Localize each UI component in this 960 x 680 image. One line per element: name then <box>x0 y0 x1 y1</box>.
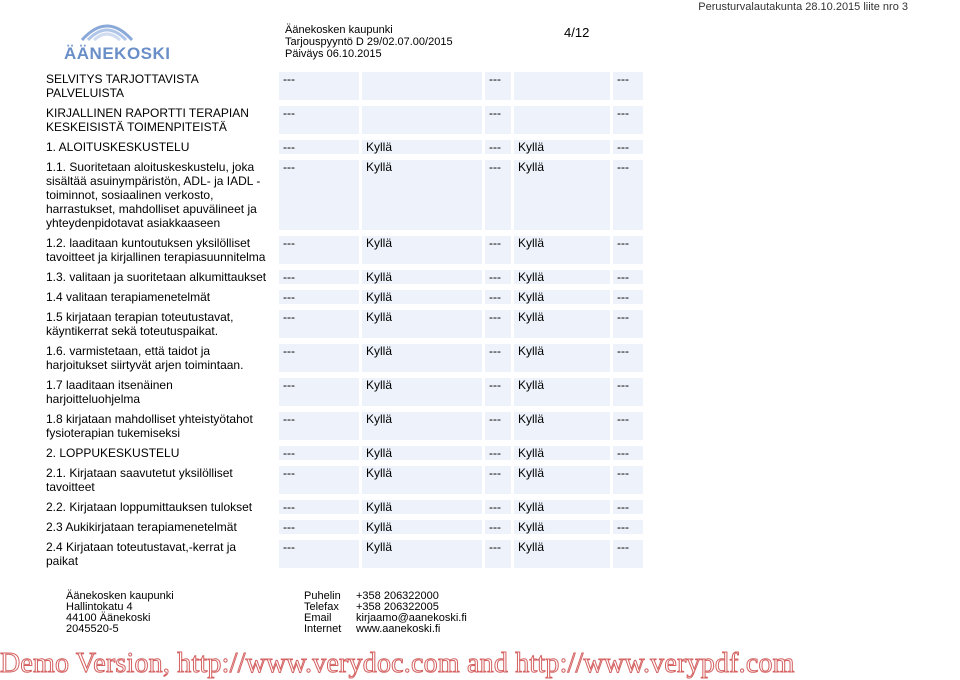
footer-label: Email <box>304 612 332 624</box>
description-line: tavoitteet ja kirjallinen terapiasuunnitelma <box>46 250 266 264</box>
value-cell: Kyllä <box>514 540 610 568</box>
value-cell: --- <box>485 412 511 440</box>
value-cell: Kyllä <box>514 500 610 514</box>
row-description <box>42 72 276 100</box>
row-description <box>42 446 276 460</box>
description-line: KESKEISISTÄ TOIMENPITEISTÄ <box>46 120 227 134</box>
value-cell: Kyllä <box>514 446 610 460</box>
footer-value: kirjaamo@aanekoski.fi <box>356 612 467 624</box>
value-cell: --- <box>613 540 643 568</box>
description-line: 1.3. valitaan ja suoritetaan alkumittaukset <box>46 270 267 284</box>
row-description <box>42 310 276 338</box>
value-cell: --- <box>279 140 359 154</box>
value-cell: --- <box>613 446 643 460</box>
value-cell: --- <box>485 140 511 154</box>
value-cell: --- <box>485 72 511 100</box>
row-description <box>42 160 276 230</box>
description-line: 1.2. laaditaan kuntoutuksen yksilölliset <box>46 236 251 250</box>
value-cell: --- <box>485 466 511 494</box>
description-line: 1.5 kirjataan terapian toteutustavat, <box>46 310 234 324</box>
value-cell: --- <box>485 106 511 134</box>
value-cell: --- <box>279 520 359 534</box>
description-line: 2.1. Kirjataan saavutetut yksilölliset <box>46 466 233 480</box>
value-cell: Kyllä <box>514 270 610 284</box>
value-cell: Kyllä <box>514 344 610 372</box>
footer-label: Internet <box>304 623 342 635</box>
description-line: 1.1. Suoritetaan aloituskeskustelu, joka <box>46 160 255 174</box>
footer-value: www.aanekoski.fi <box>356 623 441 635</box>
row-description <box>42 466 276 494</box>
table-row <box>42 344 643 372</box>
value-cell: --- <box>613 72 643 100</box>
value-cell: --- <box>485 500 511 514</box>
row-description <box>42 540 276 568</box>
value-cell: Kyllä <box>514 236 610 264</box>
value-cell: --- <box>485 378 511 406</box>
table-row <box>42 106 643 134</box>
description-line: 2.3 Aukikirjataan terapiamenetelmät <box>46 520 237 534</box>
description-line: 2.2. Kirjataan loppumittauksen tulokset <box>46 500 253 514</box>
table-row <box>42 412 643 440</box>
value-cell <box>362 72 482 100</box>
value-cell: Kyllä <box>362 160 482 230</box>
value-cell: --- <box>279 500 359 514</box>
table-row <box>42 236 643 264</box>
value-cell: Kyllä <box>362 520 482 534</box>
value-cell: --- <box>279 378 359 406</box>
value-cell: Kyllä <box>514 310 610 338</box>
value-cell: --- <box>279 412 359 440</box>
footer-line: Hallintokatu 4 <box>66 601 133 613</box>
value-cell: --- <box>613 290 643 304</box>
header-info <box>285 24 453 60</box>
table-row <box>42 140 643 154</box>
footer-line: Äänekosken kaupunki <box>66 590 174 602</box>
description-line: toiminnot, sosiaalinen verkosto, <box>46 188 214 202</box>
value-cell: --- <box>613 106 643 134</box>
value-cell: --- <box>279 466 359 494</box>
value-cell: --- <box>485 540 511 568</box>
footer-value: +358 206322000 <box>356 590 439 602</box>
footer-value: +358 206322005 <box>356 601 439 613</box>
value-cell: --- <box>485 446 511 460</box>
footer-line: 2045520-5 <box>66 623 119 635</box>
value-cell: --- <box>279 160 359 230</box>
description-line: paikat <box>46 554 79 568</box>
value-cell: Kyllä <box>514 290 610 304</box>
footer-label: Telefax <box>304 601 339 613</box>
header-ref: Tarjouspyyntö D 29/02.07.00/2015 <box>285 36 453 48</box>
value-cell: --- <box>279 540 359 568</box>
header-top-right: Perusturvalautakunta 28.10.2015 liite nro 3 <box>698 1 908 13</box>
header-org: Äänekosken kaupunki <box>285 24 393 36</box>
value-cell: --- <box>613 236 643 264</box>
description-line: 2.4 Kirjataan toteutustavat,-kerrat ja <box>46 540 237 554</box>
value-cell: --- <box>485 520 511 534</box>
row-description <box>42 290 276 304</box>
description-line: 1. ALOITUSKESKUSTELU <box>46 140 190 154</box>
value-cell: Kyllä <box>362 540 482 568</box>
row-description <box>42 236 276 264</box>
row-description <box>42 412 276 440</box>
table-row <box>42 72 643 100</box>
value-cell: --- <box>613 344 643 372</box>
value-cell: Kyllä <box>362 310 482 338</box>
value-cell <box>362 106 482 134</box>
value-cell: --- <box>485 344 511 372</box>
footer-label: Puhelin <box>304 590 341 602</box>
demo-watermark: Demo Version, http://www.verydoc.com and http://www.verypdf.com <box>0 648 795 679</box>
value-cell: --- <box>613 270 643 284</box>
table-row <box>42 378 643 406</box>
value-cell: --- <box>613 310 643 338</box>
value-cell: Kyllä <box>362 140 482 154</box>
row-description <box>42 140 276 154</box>
table-row <box>42 520 643 534</box>
description-line: PALVELUISTA <box>46 86 125 100</box>
row-description <box>42 500 276 514</box>
table-row <box>42 466 643 494</box>
value-cell: Kyllä <box>514 160 610 230</box>
value-cell: --- <box>485 236 511 264</box>
value-cell: --- <box>613 500 643 514</box>
description-line: SELVITYS TARJOTTAVISTA <box>46 72 199 86</box>
page-number: 4/12 <box>564 25 590 40</box>
description-line: käyntikerrat sekä toteutuspaikat. <box>46 324 219 338</box>
row-description <box>42 520 276 534</box>
table-row <box>42 290 643 304</box>
logo-text: ÄÄNEKOSKI <box>64 44 171 63</box>
table-row <box>42 446 643 460</box>
footer-line: 44100 Äänekoski <box>66 612 151 624</box>
value-cell: --- <box>279 310 359 338</box>
table-row <box>42 160 643 230</box>
value-cell: --- <box>613 466 643 494</box>
description-line: KIRJALLINEN RAPORTTI TERAPIAN <box>46 106 249 120</box>
table-row <box>42 540 643 568</box>
row-description <box>42 344 276 372</box>
description-line: tavoitteet <box>46 480 95 494</box>
footer-values <box>356 591 467 635</box>
value-cell: Kyllä <box>362 500 482 514</box>
value-cell: --- <box>485 160 511 230</box>
value-cell: Kyllä <box>362 290 482 304</box>
table-row <box>42 270 643 284</box>
value-cell <box>514 106 610 134</box>
table-row <box>42 500 643 514</box>
value-cell: --- <box>613 160 643 230</box>
value-cell: --- <box>279 344 359 372</box>
value-cell: Kyllä <box>362 446 482 460</box>
value-cell: --- <box>613 140 643 154</box>
description-line: harjoitteluohjelma <box>46 392 141 406</box>
value-cell: --- <box>279 290 359 304</box>
description-line: 1.6. varmistetaan, että taidot ja <box>46 344 211 358</box>
value-cell: Kyllä <box>362 412 482 440</box>
value-cell: Kyllä <box>514 412 610 440</box>
value-cell: Kyllä <box>514 520 610 534</box>
description-line: harrastukset, mahdolliset apuvälineet ja <box>46 202 257 216</box>
description-line: 1.4 valitaan terapiamenetelmät <box>46 290 211 304</box>
description-line: 1.8 kirjataan mahdolliset yhteistyötahot <box>46 412 253 426</box>
value-cell: --- <box>613 412 643 440</box>
value-cell: --- <box>279 72 359 100</box>
table-row <box>42 310 643 338</box>
value-cell: Kyllä <box>514 466 610 494</box>
value-cell: Kyllä <box>362 270 482 284</box>
value-cell <box>514 72 610 100</box>
value-cell: --- <box>279 236 359 264</box>
value-cell: --- <box>613 520 643 534</box>
value-cell: Kyllä <box>514 378 610 406</box>
description-line: 1.7 laaditaan itsenäinen <box>46 378 173 392</box>
footer-labels <box>304 591 341 635</box>
row-description <box>42 106 276 134</box>
row-description <box>42 270 276 284</box>
value-cell: Kyllä <box>362 466 482 494</box>
services-table <box>42 72 643 568</box>
description-line: sisältää asuinympäristön, ADL- ja IADL - <box>46 174 261 188</box>
value-cell: --- <box>485 290 511 304</box>
footer-address <box>66 591 174 635</box>
value-cell: --- <box>279 446 359 460</box>
header-date: Päiväys 06.10.2015 <box>285 48 382 60</box>
value-cell: Kyllä <box>362 344 482 372</box>
value-cell: Kyllä <box>362 236 482 264</box>
value-cell: --- <box>485 310 511 338</box>
value-cell: Kyllä <box>514 140 610 154</box>
row-description <box>42 378 276 406</box>
value-cell: Kyllä <box>362 378 482 406</box>
description-line: 2. LOPPUKESKUSTELU <box>46 446 180 460</box>
value-cell: --- <box>613 378 643 406</box>
value-cell: --- <box>279 106 359 134</box>
description-line: yhteydenpidotavat asiakkaaseen <box>46 216 221 230</box>
description-line: harjoitukset siirtyvät arjen toimintaan. <box>46 358 244 372</box>
description-line: fysioterapian tukemiseksi <box>46 426 181 440</box>
value-cell: --- <box>279 270 359 284</box>
value-cell: --- <box>485 270 511 284</box>
